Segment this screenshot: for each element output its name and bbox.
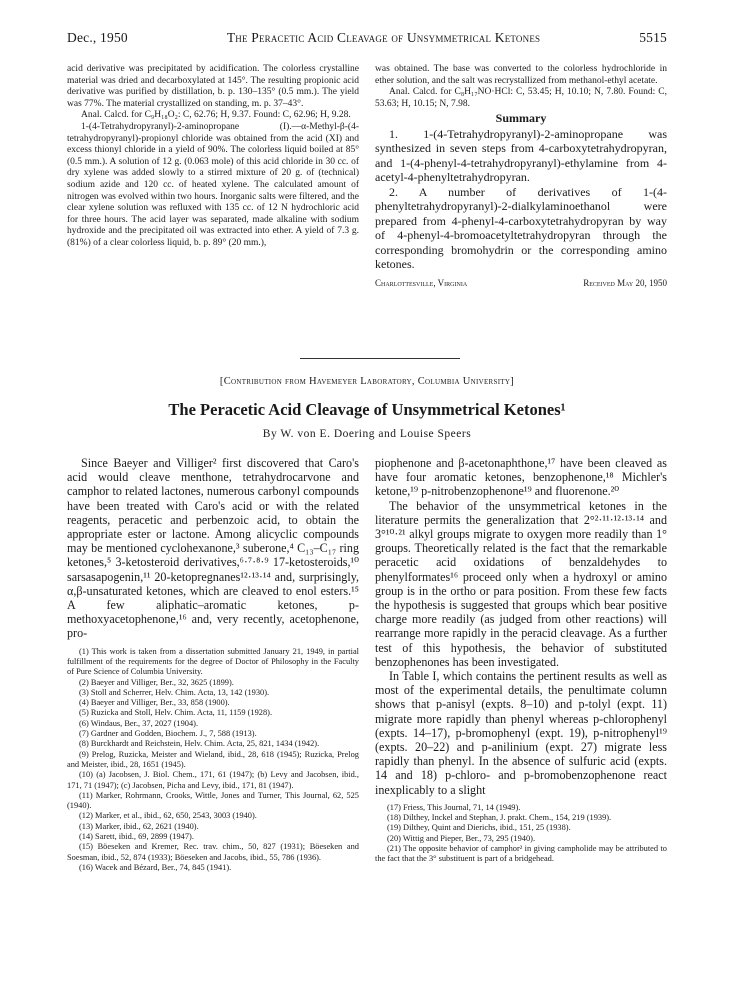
- footnote: (6) Windaus, Ber., 37, 2027 (1904).: [79, 718, 199, 728]
- place: Charlottesville, Virginia: [375, 277, 468, 288]
- footnote: (14) Sarett, ibid., 69, 2899 (1947).: [79, 831, 194, 841]
- footnote: (11) Marker, Rohrmann, Crooks, Wittle, Jones and Turner, This Journal, 62, 525 (1940).: [67, 790, 359, 811]
- previous-article-left-column: [67, 64, 359, 290]
- body-right-column: [375, 456, 667, 873]
- footnotes-right: [375, 803, 667, 865]
- footnote: (2) Baeyer and Villiger, Ber., 32, 3625 (1899).: [79, 677, 234, 687]
- footnote: (20) Wittig and Pieper, Ber., 73, 295 (1940).: [387, 833, 536, 843]
- contribution-line: [Contribution from Havemeyer Laboratory, Columbia University]: [219, 376, 515, 387]
- article-title: The Peracetic Acid Cleavage of Unsymmetrical Ketones¹: [168, 400, 566, 419]
- footnote: (10) (a) Jacobsen, J. Biol. Chem., 171, 61 (1947); (b) Levy and Jacobsen, ibid., 171, 71 (1947); (c) Jacobsen, Picha and Levy, ibid., 171, 81 (1947).: [67, 770, 359, 790]
- article-authors: By W. von E. Doering and Louise Speers: [262, 428, 472, 440]
- summary-item: 2. A number of derivatives of 1-(4-phenyltetrahydropyranyl)-2-dialkylaminoethanol were prepared from 4-phenyl-4-carboxytetrahydropyran by way of 4-phenyl-4-bromoacetyltetrahydropyran through the corresponding bromohydrin or the corresponding amino ketones.: [375, 184, 667, 272]
- page-header: [67, 30, 667, 46]
- article-body: [67, 456, 667, 873]
- experimental-paragraph: was obtained. The base was converted to the colorless hydrochloride in ether solution, and the salt was recrystallized from methanol-ethyl acetate.: [375, 64, 667, 86]
- summary-item: 1. 1-(4-Tetrahydropyranyl)-2-aminopropane was synthesized in seven steps from 4-carboxytetrahydropyran, and 1-(4-phenyl-4-tetrahydropyranyl)-ethylamine from 4-acetyl-4-phenyltetrahydropyran.: [375, 126, 667, 185]
- running-title: The Peracetic Acid Cleavage of Unsymmetrical Ketones: [226, 30, 541, 45]
- previous-article-end: [67, 64, 667, 290]
- body-paragraph: piophenone and β-acetonaphthone,¹⁷ have been cleaved as have four aromatic ketones, benzophenone,¹⁸ Michler's ketone,¹⁹ p-nitrobenzophenone¹⁹ and fluorenone.²⁰: [375, 456, 667, 499]
- body-text: [375, 456, 667, 797]
- body-left-column: [67, 456, 359, 873]
- footnote: (12) Marker, et al., ibid., 62, 650, 2543, 3003 (1940).: [79, 811, 257, 821]
- body-text: [67, 456, 359, 641]
- issue-date: Dec., 1950: [67, 30, 128, 45]
- experimental-paragraph: 1-(4-Tetrahydropyranyl)-2-aminopropane (I).—α-Methyl-β-(4-tetrahydropyranyl)-propionyl chloride was obtained from the acid (XI) and excess thionyl chloride in a yield of 90%. The colorless liquid boiled at 85° (0.5 mm.). A solution of 12 g. (0.063 mole) of this acid chloride in 30 cc. of dry xylene was added slowly to a stirred mixture of 20 g. of (technical) sodium azide and 120 cc. of heated xylene. The calculated amount of nitrogen was evolved within two hours. Inorganic salts were filtered, and the clear xylene solution was refluxed with 135 cc. of 12 N hydrochloric acid for three hours. The acid layer was separated, made alkaline with sodium hydroxide and the precipitated oil was extracted into ether. A yield of 7.3 g. (81%) of a clear colorless liquid, b. p. 89° (20 mm.),: [67, 121, 359, 248]
- footnotes-left: [67, 647, 359, 874]
- section-divider: [300, 358, 460, 359]
- summary-heading: Summary: [495, 111, 547, 126]
- experimental-paragraph: acid derivative was precipitated by acidification. The colorless crystalline material was dried and decarboxylated at 145°. The resulting propionic acid derivative was purified by distillation, b. p. 130–135° (0.5 mm.). The yield was 77%. The material crystallized on standing, m. p. 37–43°.: [67, 64, 359, 109]
- body-paragraph: Since Baeyer and Villiger² first discovered that Caro's acid would cleave menthone, tetrahydrocarvone and camphor to related lactones, numerous carbonyl compounds have been treated with Caro's acid or with the related reagents, peracetic and perbenzoic acid, to obtain the appropriate ester or lactone. Among alicyclic compounds may be mentioned cyclohexanone,³ suberone,⁴ C₁₃–C₁₇ ring ketones,⁵ 3-ketosteroid derivatives,⁶·⁷·⁸·⁹ 17-ketosteroids,¹⁰ sarsasapogenin,¹¹ 20-ketopregnanes¹²·¹³·¹⁴ and, surprisingly, α,β-unsaturated ketones, which are cleaved to enol esters.¹⁵ A few aliphatic–aromatic ketones, p-methoxyacetophenone,¹⁶ and, very recently, acetophenone, pro-: [67, 456, 359, 641]
- page-number: 5515: [639, 30, 667, 45]
- footnote: (17) Friess, This Journal, 71, 14 (1949).: [387, 802, 521, 812]
- footnote: (4) Baeyer and Villiger, Ber., 33, 858 (1900).: [79, 698, 230, 708]
- signature-line: [375, 278, 667, 290]
- body-paragraph: In Table I, which contains the pertinent results as well as most of the experimental details, the penultimate column shows that p-anisyl (expts. 8–10) and p-tolyl (expt. 11) migrate more rapidly than phenyl whereas p-chlorophenyl (expts. 14–17), p-bromophenyl (expt. 19), p-nitrophenyl¹⁹ (expts. 20–22) and p-anilinium (expt. 27) migrate less rapidly than phenyl. In the absence of sulfuric acid (expts. 14 and 18) p-chloro- and p-bromobenzophenone react inexplicably to a slight: [375, 669, 667, 797]
- footnote: (1) This work is taken from a dissertation submitted January 21, 1949, in partial fulfillment of the requirements for the degree of Doctor of Philosophy in the Faculty of Pure Science of Columbia University.: [67, 646, 359, 677]
- footnote: (3) Stoll and Scherrer, Helv. Chim. Acta, 13, 142 (1930).: [79, 687, 270, 697]
- received-date: Received May 20, 1950: [583, 277, 667, 288]
- footnote: (15) Böeseken and Kremer, Rec. trav. chim., 50, 827 (1931); Böeseken and Soesman, ibid., 52, 874 (1933); Böeseken and Jacobs, ibid., 55, 786 (1936).: [67, 842, 359, 862]
- footnote: (7) Gardner and Godden, Biochem. J., 7, 588 (1913).: [79, 729, 257, 739]
- footnote: (13) Marker, ibid., 62, 2621 (1940).: [79, 821, 199, 831]
- footnote: (9) Prelog, Ruzicka, Meister and Wieland, ibid., 28, 618 (1945); Ruzicka, Prelog and Meister, ibid., 28, 1651 (1945).: [67, 749, 359, 769]
- footnote: (8) Burckhardt and Reichstein, Helv. Chim. Acta, 25, 821, 1434 (1942).: [79, 739, 320, 749]
- footnote: (18) Dilthey, Inckel and Stephan, J. prakt. Chem., 154, 219 (1939).: [387, 813, 612, 823]
- footnote: (21) The opposite behavior of camphor² in giving campholide may be attributed to the fact that the 3° substituent is part of a bridgehead.: [375, 844, 667, 864]
- body-paragraph: The behavior of the unsymmetrical ketones in the literature permits the generalization that 2°²·¹¹·¹²·¹³·¹⁴ and 3°¹⁰·²¹ alkyl groups migrate to oxygen more readily than 1° groups. Theoretically related is the fact that the remarkable peracetic acid oxidations of benzaldehydes to phenylformates¹⁶ proceed only when a hydroxyl or amino group is in the ortho or para position. From these few facts the hypothesis is suggested that groups which bear positive charge more readily (as judged from other reactions) will rearrange more rapidly in the peracid cleavage. As a further test of this hypothesis, the behavior of substituted benzophenones has been investigated.: [375, 498, 667, 669]
- footnote: (16) Wacek and Bézard, Ber., 74, 845 (1941).: [79, 862, 232, 872]
- analysis-line: Anal. Calcd. for C₈H₁₇NO·HCl: C, 53.45; H, 10.10; N, 7.80. Found: C, 53.63; H, 10.15; N, 7.98.: [375, 87, 667, 109]
- previous-article-right-column: [375, 64, 667, 290]
- footnote: (19) Dilthey, Quint and Dierichs, ibid., 151, 25 (1938).: [387, 823, 571, 833]
- footnote: (5) Ruzicka and Stoll, Helv. Chim. Acta, 11, 1159 (1928).: [79, 708, 273, 718]
- analysis-line: Anal. Calcd. for C₉H₁₈O₂: C, 62.76; H, 9.37. Found: C, 62.96; H, 9.28.: [81, 110, 351, 121]
